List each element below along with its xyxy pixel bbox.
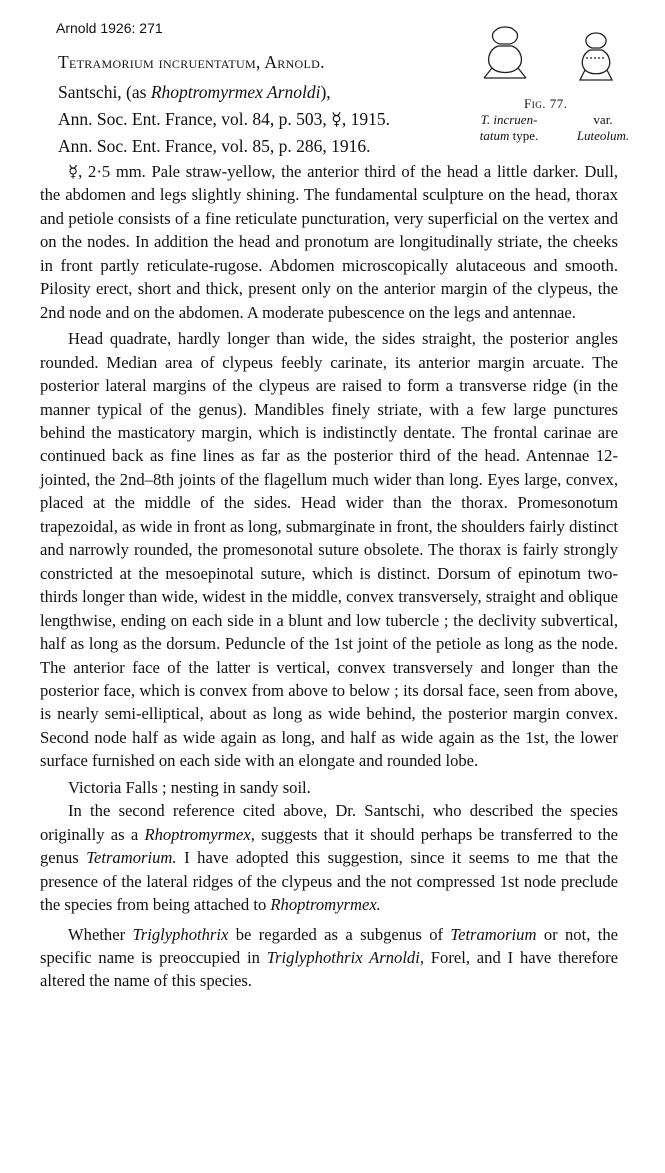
paragraph-remarks xyxy=(40,799,618,916)
left-petiole-node-2 xyxy=(489,46,522,73)
remarks-genus-3: Rhoptromyrmex. xyxy=(270,895,381,915)
caption-right-line2: Luteolum. xyxy=(576,128,630,143)
source-reference: Arnold 1926: 271 xyxy=(56,20,163,36)
nomen-text-a: Whether xyxy=(68,924,133,944)
synonym-suffix: ), xyxy=(320,82,331,102)
caption-left-line2-rest: type. xyxy=(509,128,539,143)
figure-77 xyxy=(462,22,632,152)
nomen-text-c: or not, the specific name is preoccupied in xyxy=(40,924,618,967)
remarks-text-c: I have adopted this suggestion, since it seems to me that the presence of the lateral ridges of the clypeus and the not compressed 1st node preclude the species from being attached to xyxy=(40,848,618,915)
citation-1: Ann. Soc. Ent. France, vol. 84, p. 503, ☿, 1915. xyxy=(58,109,391,129)
remarks-genus-2: Tetramorium. xyxy=(86,848,177,868)
nomen-text-d: Forel, and I have therefore altered the name of this species. xyxy=(40,947,618,991)
body-text xyxy=(40,160,618,993)
remarks-text-a: In the second reference cited above, Dr. Santschi, who described the species originally as a xyxy=(40,801,618,844)
figure-caption-right xyxy=(574,112,632,144)
figure-caption-left xyxy=(466,112,552,144)
caption-left-line1: T. incruen- xyxy=(480,112,538,127)
synonym-line xyxy=(58,80,331,104)
caption-left-line2-italic: tatum xyxy=(479,128,510,143)
nomen-genus-3: Triglyphothrix Arnoldi, xyxy=(266,947,424,967)
paragraph-description: ☿, 2·5 mm. Pale straw-yellow, the anterior third of the head a little darker. Dull, the abdomen and legs slightly shining. The fundamental sculpture on the head, thorax and petiole consists of a fine reticulate puncturation, very superficial on the vertex and on the nodes. In addition the head and pronotum are longitudinally striate, the cheeks in front partly reticulate-rugose. Abdomen microscopically alutaceous and smooth. Pilosity erect, short and thick, present only on the anterior margin of the clypeus, the 2nd node and on the abdomen. A moderate pubescence on the legs and antennae. xyxy=(40,162,618,322)
paragraph-locality: Victoria Falls ; nesting in sandy soil. xyxy=(68,777,311,797)
paragraph-morphology: Head quadrate, hardly longer than wide, the sides straight, the posterior angles rounded. Median area of clypeus feebly carinate, its anterior margin arcuate. The posterior lateral margins of the clypeus are raised to form a transverse ridge (in the manner typical of the genus). Mandibles finely striate, with a few large punctures behind the masticatory margin, which is indistinctly dentate. The frontal carinae are continued back as fine lines as far as the posterior third of the head. Antennae 12-jointed, the 2nd–8th joints of the flagellum much wider than long. Eyes large, convex, placed at the middle of the sides. Head wider than the thorax. Promesonotum trapezoidal, as wide in front as long, submarginate in front, the shoulders fairly distinct and narrowly rounded, the promesonotal suture obsolete. The thorax is fairly strongly constricted at the mesoepinotal suture, which is distinct. Dorsum of epinotum two-thirds longer than wide, widest in the middle, convex transversely, straight and oblique lengthwise, ending on each side in a blunt and low tubercle ; the declivity subvertical, half as long as the dorsum. Peduncle of the 1st joint of the petiole as long as the node. The anterior face of the latter is vertical, convex transversely and longer than the posterior face, which is convex from above to below ; its dorsal face, seen from above, is nearly semi-elliptical, about as long as wide behind, the posterior margin convex. Second node half as wide again as long, and half as wide again as the 1st, the lower surface furnished on each side with an elongate and rounded lobe. xyxy=(40,329,618,771)
nomen-genus-2: Tetramorium xyxy=(450,924,537,944)
left-petiole-node-1 xyxy=(493,27,518,44)
citation-2: Ann. Soc. Ent. France, vol. 85, p. 286, 1916. xyxy=(58,136,371,156)
right-petiole-node-1 xyxy=(586,33,606,48)
synonym-name: Rhoptromyrmex Arnoldi xyxy=(150,82,321,102)
figure-label: Fig. 77. xyxy=(524,96,568,111)
right-petiole-node-2 xyxy=(582,50,609,74)
paragraph-nomenclature xyxy=(40,923,618,993)
caption-right-line1: var. xyxy=(593,112,613,127)
synonym-prefix: Santschi, (as xyxy=(58,82,151,102)
nomen-text-b: be regarded as a subgenus of xyxy=(228,924,451,944)
nomen-genus-1: Triglyphothrix xyxy=(132,924,229,944)
remarks-genus-1: Rhoptromyrmex xyxy=(144,824,251,844)
species-title: Tetramorium incruentatum, Arnold. xyxy=(58,52,325,72)
remarks-text-b: , suggests that it should perhaps be transferred to the genus xyxy=(40,824,619,868)
